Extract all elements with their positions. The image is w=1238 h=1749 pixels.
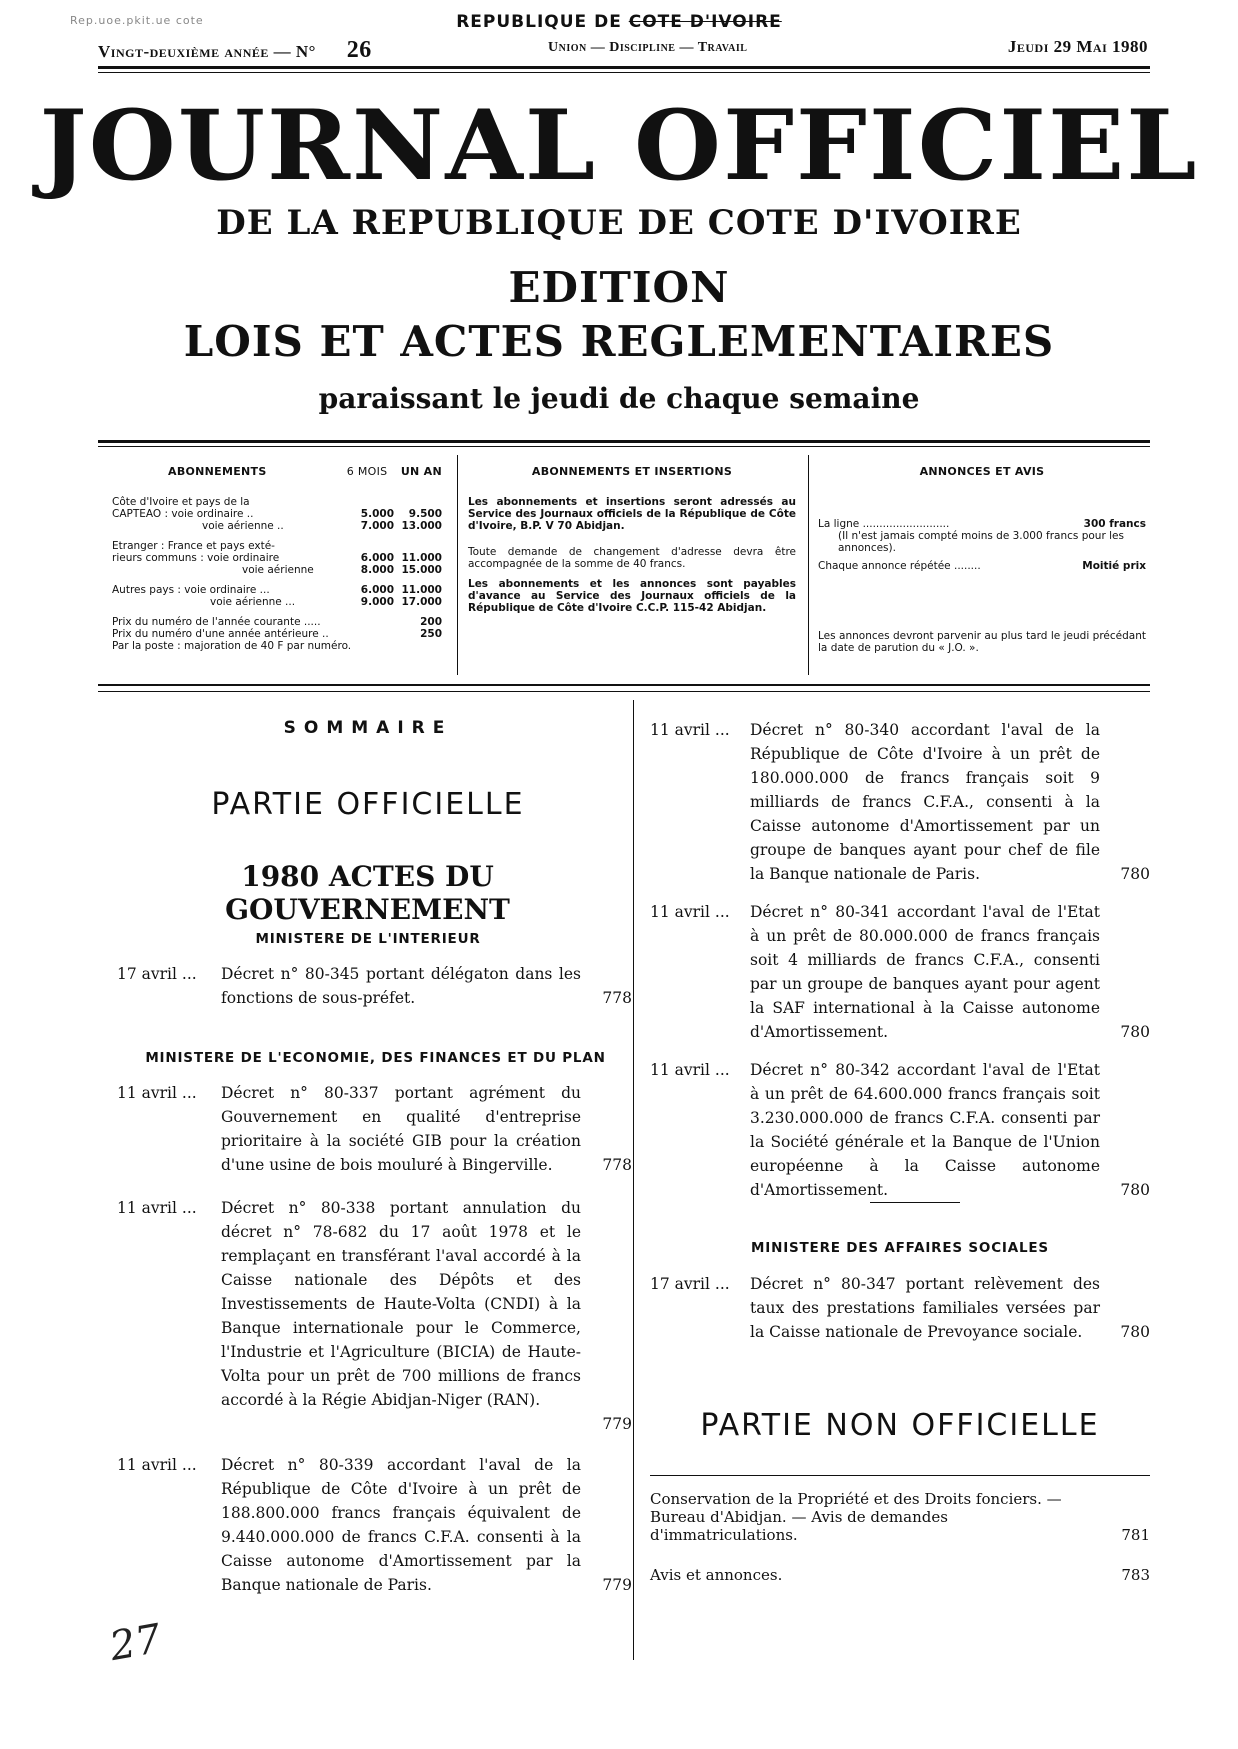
top-rule-thin xyxy=(98,72,1150,73)
ministere-economie: MINISTERE DE L'ECONOMIE, DES FINANCES ET DU PLAN xyxy=(145,1050,606,1066)
insertions-change-address: Toute demande de changement d'adresse devra être accompagnée de la somme de 40 francs. xyxy=(468,546,796,570)
insertions-payment: Les abonnements et les annonces sont payables d'avance au Service des Journaux officiels de la République de Côte d'Ivoire C.C.P. 115-42 Abidjan. xyxy=(468,578,796,614)
insertions-box xyxy=(468,466,796,614)
entry-page: 783 xyxy=(1121,1566,1150,1584)
archive-stamp: Rep.uoe.pkit.ue cote xyxy=(70,14,204,27)
entry-text: Décret n° 80-341 accordant l'aval de l'Etat à un prêt de 80.000.000 de francs français soit 4 milliards de francs C.F.A., consenti par un groupe de banques ayant pour agent la SAF international à la Caisse autonome d'Amortissement. xyxy=(750,903,1100,1041)
entry-text: Décret n° 80-338 portant annulation du décret n° 78-682 du 17 août 1978 et le remplaçant en transférant l'aval accordé à la Caisse nationale des Dépôts et des Investissements de Haute-Volta (CNDI) à la Banque internationale pour le Commerce, l'Industrie et l'Agriculture (BICIA) de Haute-Volta pour un prêt de 700 millions de francs accordé à la Régie Abidjan-Niger (RAN). xyxy=(221,1199,581,1409)
non-officielle-rule xyxy=(650,1475,1150,1476)
annonces-repeat-price: Chaque annonce répétée ........ Moitié prix xyxy=(818,560,1146,572)
entry-date: 17 avril ... xyxy=(650,1275,730,1293)
issue-date: Jeudi 29 Mai 1980 xyxy=(1007,37,1148,56)
masthead-subtitle: DE LA REPUBLIQUE DE COTE D'IVOIRE xyxy=(216,203,1022,243)
entry-date: 11 avril ... xyxy=(650,721,730,739)
entry-text: Décret n° 80-342 accordant l'aval de l'Etat à un prêt de 64.600.000 francs français soit 3.230.000.000 de francs C.F.A. consenti par la Société générale et la Banque de l'Union européenne à la Caisse autonome d'Amortissement. xyxy=(750,1061,1100,1199)
entry-page: 780 xyxy=(1120,1181,1150,1199)
sommaire-entry xyxy=(650,900,1150,1050)
box-divider-2 xyxy=(808,455,809,675)
partie-officielle-title: PARTIE OFFICIELLE xyxy=(211,787,525,822)
entry-text: Décret n° 80-347 portant relèvement des taux des prestations familiales versées par la Caisse nationale de Prevoyance sociale. xyxy=(750,1275,1100,1341)
entry-text: Décret n° 80-339 accordant l'aval de la République de Côte d'Ivoire à un prêt de 188.800.000 francs français équivalent de 9.440.000.000 de francs C.F.A. consenti à la Caisse autonome d'Amortissement par la Banque nationale de Paris. xyxy=(221,1456,581,1594)
masthead-title: JOURNAL OFFICIEL xyxy=(39,89,1199,202)
entry-date: 11 avril ... xyxy=(117,1456,197,1474)
sommaire-entry xyxy=(650,1272,1150,1352)
entry-page: 779 xyxy=(602,1576,632,1594)
handwritten-page-number: 27 xyxy=(106,1615,165,1671)
entry-text: Décret n° 80-340 accordant l'aval de la République de Côte d'Ivoire à un prêt de 180.000.000 de francs français soit 9 milliards de francs C.F.A., consenti à la Caisse autonome d'Amortissement par un groupe de banques ayant pour chef de file la Banque nationale de Paris. xyxy=(750,721,1100,883)
top-rule xyxy=(98,66,1150,69)
annonces-box xyxy=(818,466,1146,654)
table-rule xyxy=(98,684,1150,686)
non-officielle-entry xyxy=(650,1490,1150,1570)
annonces-deadline: Les annonces devront parvenir au plus tard le jeudi précédant la date de parution du « J.O. ». xyxy=(818,630,1146,654)
periodicity: paraissant le jeudi de chaque semaine xyxy=(318,382,920,415)
entry-text: Décret n° 80-345 portant délégaton dans les fonctions de sous-préfet. xyxy=(221,965,581,1007)
republic-name-struck: COTE D'IVOIRE xyxy=(628,12,782,32)
section-short-rule xyxy=(870,1202,960,1203)
col-1an: UN AN xyxy=(400,465,442,478)
annonces-heading: ANNONCES ET AVIS xyxy=(919,465,1045,478)
sommaire-entry xyxy=(650,718,1150,888)
entry-date: 11 avril ... xyxy=(650,1061,730,1079)
rate-row-etranger: Etranger : France et pays exté- rieurs communs : voie ordinaire 6.000 11.000 voie aérienne 8.000 15.000 xyxy=(112,540,442,576)
masthead-rule xyxy=(98,440,1150,443)
non-officielle-entry xyxy=(650,1563,1150,1587)
column-divider xyxy=(633,700,634,1660)
entry-page: 778 xyxy=(602,1156,632,1174)
rate-row-autres: Autres pays : voie ordinaire ... 6.000 11.000 voie aérienne ... 9.000 17.000 xyxy=(112,584,442,608)
annonces-line-price: La ligne .......................... 300 francs xyxy=(818,518,1146,530)
partie-non-officielle-title: PARTIE NON OFFICIELLE xyxy=(700,1408,1100,1443)
entry-text: Décret n° 80-337 portant agrément du Gouvernement en qualité d'entreprise prioritaire à la société GIB pour la création d'une usine de bois mouluré à Bingerville. xyxy=(221,1084,581,1174)
box-divider-1 xyxy=(457,455,458,675)
actes-gouvernement-title: 1980 ACTES DU GOUVERNEMENT xyxy=(225,860,510,926)
entry-date: 11 avril ... xyxy=(117,1199,197,1217)
masthead-rule-thin xyxy=(98,446,1150,447)
motto: Union — Discipline — Travail xyxy=(548,40,748,55)
entry-date: 17 avril ... xyxy=(117,965,197,983)
edition-label: EDITION xyxy=(508,263,730,312)
sommaire-entry xyxy=(117,1081,632,1181)
entry-text: Conservation de la Propriété et des Droits fonciers. — Bureau d'Abidjan. — Avis de demandes d'immatriculations. xyxy=(650,1490,1062,1544)
sommaire-title: SOMMAIRE xyxy=(283,718,453,738)
republic-heading: REPUBLIQUE DE COTE D'IVOIRE xyxy=(456,12,782,32)
ministere-affaires-sociales: MINISTERE DES AFFAIRES SOCIALES xyxy=(751,1240,1049,1256)
entry-date: 11 avril ... xyxy=(117,1084,197,1102)
sommaire-entry xyxy=(117,1453,632,1603)
edition-type: LOIS ET ACTES REGLEMENTAIRES xyxy=(183,317,1055,366)
col-6mois: 6 MOIS xyxy=(346,465,388,478)
ministere-interieur: MINISTERE DE L'INTERIEUR xyxy=(255,931,481,947)
entry-page: 779 xyxy=(602,1415,632,1433)
sommaire-entry xyxy=(117,1196,632,1436)
entry-page: 781 xyxy=(1121,1526,1150,1544)
entry-page: 780 xyxy=(1120,1323,1150,1341)
price-current-row: Prix du numéro de l'année courante ..... 200 xyxy=(112,616,442,628)
rate-row-capteao: Côte d'Ivoire et pays de la CAPTEAO : voie ordinaire .. 5.000 9.500 voie aérienne .. 7.000 13.000 xyxy=(112,496,442,532)
issue-number: 26 xyxy=(346,37,372,63)
subscription-heading: ABONNEMENTS xyxy=(168,465,267,478)
entry-date: 11 avril ... xyxy=(650,903,730,921)
entry-page: 780 xyxy=(1120,865,1150,883)
year-number: Vingt-deuxième année — N° 26 xyxy=(98,37,372,63)
table-rule-thin xyxy=(98,691,1150,692)
entry-page: 780 xyxy=(1120,1023,1150,1041)
entry-text: Avis et annonces. xyxy=(650,1566,783,1584)
insertions-heading: ABONNEMENTS ET INSERTIONS xyxy=(531,465,733,478)
price-previous-row: Prix du numéro d'une année antérieure .. 250 xyxy=(112,628,442,640)
price-post-row: Par la poste : majoration de 40 F par numéro. xyxy=(112,640,352,652)
annonces-line-note: (Il n'est jamais compté moins de 3.000 francs pour les annonces). xyxy=(838,530,1124,554)
entry-page: 778 xyxy=(602,989,632,1007)
insertions-address: Les abonnements et insertions seront adressés au Service des Journaux officiels de la République de Côte d'Ivoire, B.P. V 70 Abidjan. xyxy=(468,496,796,532)
sommaire-entry xyxy=(117,962,632,1012)
sommaire-entry xyxy=(650,1058,1150,1208)
subscription-box xyxy=(112,466,442,652)
